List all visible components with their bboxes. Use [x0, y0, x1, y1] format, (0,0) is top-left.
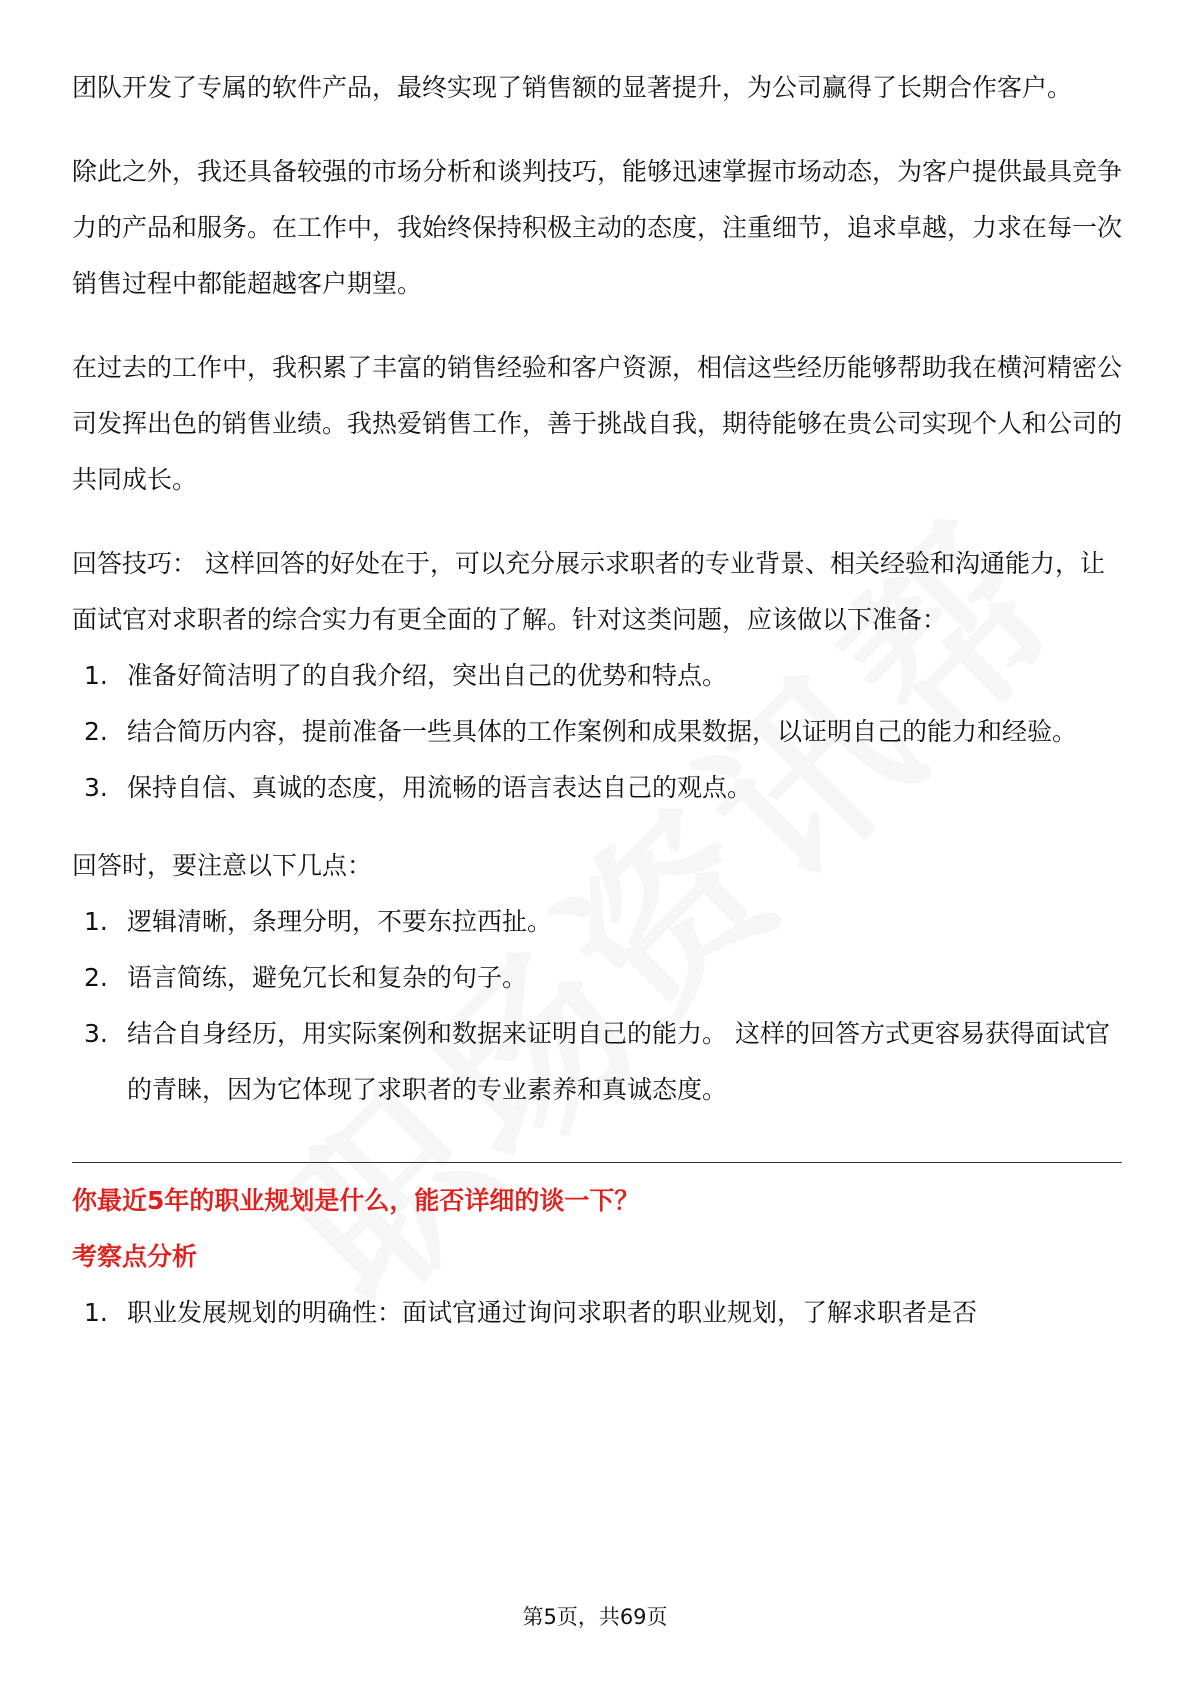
paragraph-team-result: 团队开发了专属的软件产品，最终实现了销售额的显著提升，为公司赢得了长期合作客户。	[72, 73, 1073, 102]
list-number: 1.	[84, 1298, 108, 1327]
list-item	[72, 894, 1122, 950]
list-item	[72, 760, 1122, 816]
paragraph-experience: 在过去的工作中，我积累了丰富的销售经验和客户资源，相信这些经历能够帮助我在横河精密公司发挥出色的销售业绩。我热爱销售工作，善于挑战自我，期待能够在贵公司实现个人和公司的共同成长。	[72, 353, 1123, 494]
list-number: 2.	[84, 717, 108, 746]
list-item-text: 结合自身经历，用实际案例和数据来证明自己的能力。 这样的回答方式更容易获得面试官的青睐，因为它体现了求职者的专业素养和真诚态度。	[127, 1019, 1110, 1104]
list-item	[72, 648, 1122, 704]
list-item-text: 逻辑清晰，条理分明，不要东拉西扯。	[127, 907, 553, 936]
list-number: 1.	[84, 907, 108, 936]
list-item-text: 保持自信、真诚的态度，用流畅的语言表达自己的观点。	[127, 773, 753, 802]
paragraph-answer-tips: 回答技巧： 这样回答的好处在于，可以充分展示求职者的专业背景、相关经验和沟通能力，让面试官对求职者的综合实力有更全面的了解。针对这类问题，应该做以下准备：	[72, 549, 1105, 634]
list-item	[72, 1285, 1122, 1341]
list-item-text: 语言简练，避免冗长和复杂的句子。	[127, 963, 528, 992]
list-item	[72, 1006, 1122, 1118]
section-divider	[72, 1162, 1122, 1163]
notes-intro: 回答时，要注意以下几点：	[72, 851, 373, 880]
page-content	[72, 60, 1122, 1341]
notes-list	[72, 894, 1122, 1118]
list-number: 2.	[84, 963, 108, 992]
list-item	[72, 950, 1122, 1006]
list-item-text: 准备好简洁明了的自我介绍，突出自己的优势和特点。	[127, 661, 728, 690]
list-item-text: 结合简历内容，提前准备一些具体的工作案例和成果数据，以证明自己的能力和经验。	[127, 717, 1078, 746]
list-item-text: 职业发展规划的明确性：面试官通过询问求职者的职业规划，了解求职者是否	[127, 1298, 978, 1327]
interview-question: 你最近5年的职业规划是什么，能否详细的谈一下？	[72, 1186, 640, 1215]
analysis-list	[72, 1285, 1122, 1341]
list-number: 1.	[84, 661, 108, 690]
list-number: 3.	[84, 773, 108, 802]
list-number: 3.	[84, 1019, 108, 1048]
list-item	[72, 704, 1122, 760]
analysis-heading: 考察点分析	[72, 1242, 198, 1271]
page-footer: 第5页，共69页	[522, 1605, 668, 1629]
paragraph-skills: 除此之外，我还具备较强的市场分析和谈判技巧，能够迅速掌握市场动态，为客户提供最具竞争力的产品和服务。在工作中，我始终保持积极主动的态度，注重细节，追求卓越，力求在每一次销售过程中都能超越客户期望。	[72, 157, 1123, 298]
preparation-list	[72, 648, 1122, 816]
